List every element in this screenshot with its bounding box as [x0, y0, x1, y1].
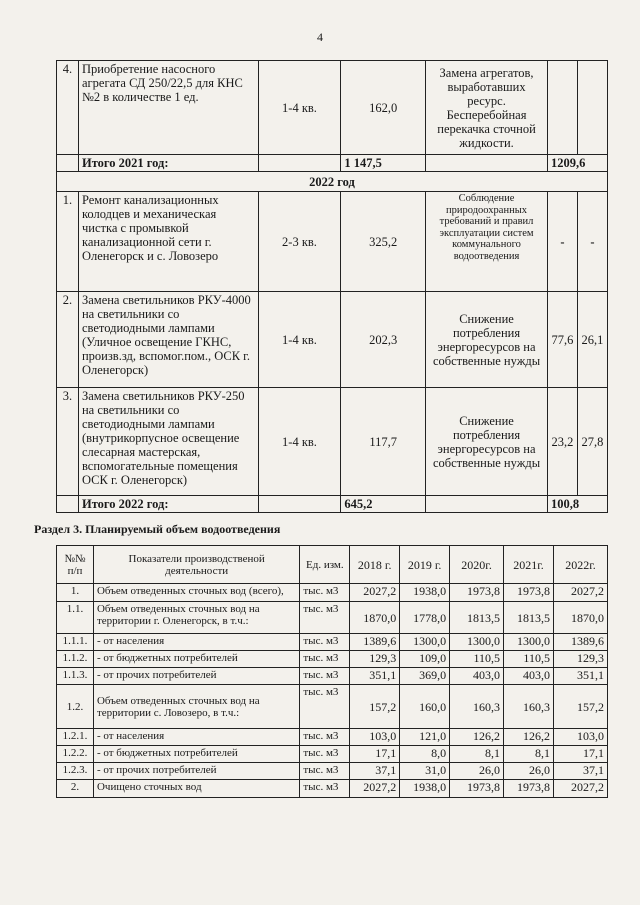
measure-cost: 325,2	[341, 192, 426, 292]
total-2022-value: 100,8	[547, 496, 607, 513]
row-value-2022: 17,1	[553, 746, 607, 763]
row-value-2021: 8,1	[504, 746, 554, 763]
row-value-2020: 1813,5	[450, 602, 504, 634]
row-unit: тыс. м3	[300, 651, 350, 668]
empty-cell	[258, 155, 341, 172]
row-value-2018: 2027,2	[350, 584, 400, 602]
table-row	[57, 746, 608, 763]
row-value-2018: 351,1	[350, 668, 400, 685]
total-row	[57, 155, 608, 172]
row-value-2019: 121,0	[400, 729, 450, 746]
row-number: 1.	[57, 192, 79, 292]
table-row	[57, 602, 608, 634]
table-row	[57, 61, 608, 155]
row-value-2018: 17,1	[350, 746, 400, 763]
row-unit: тыс. м3	[300, 584, 350, 602]
header-unit: Ед. изм.	[300, 546, 350, 584]
row-value-2019: 31,0	[400, 763, 450, 780]
header-2022: 2022г.	[553, 546, 607, 584]
row-indicator: - от прочих потребителей	[93, 763, 299, 780]
header-2020: 2020г.	[450, 546, 504, 584]
row-value-2019: 1300,0	[400, 634, 450, 651]
row-indicator: Очищено сточных вод	[93, 780, 299, 798]
row-value-2021: 26,0	[504, 763, 554, 780]
row-number: 1.1.	[57, 602, 94, 634]
row-indicator: - от населения	[93, 634, 299, 651]
total-2022-label: Итого 2022 год:	[78, 496, 258, 513]
row-value-2021: 1973,8	[504, 584, 554, 602]
total-2021-cost: 1 147,5	[341, 155, 426, 172]
row-value-2021: 110,5	[504, 651, 554, 668]
row-number: 1.2.2.	[57, 746, 94, 763]
measure-value-1: 77,6	[547, 292, 577, 388]
measure-value-1: 23,2	[547, 388, 577, 496]
row-number: 4.	[57, 61, 79, 155]
row-value-2020: 160,3	[450, 685, 504, 729]
measure-period: 2-3 кв.	[258, 192, 341, 292]
row-value-2020: 1300,0	[450, 634, 504, 651]
header-indicator: Показатели производственой деятельности	[93, 546, 299, 584]
measure-effect: Замена агрегатов, выработавших ресурс. Бесперебойная перекачка сточной жидкости.	[426, 61, 548, 155]
table-row	[57, 292, 608, 388]
measure-name: Замена светильников РКУ-4000 на светильники со светодиодными лампами (Уличное освещение ГКНС, произв.зд, вспомог.пом., ОСК г. Оленегорск)	[78, 292, 258, 388]
row-unit: тыс. м3	[300, 668, 350, 685]
row-indicator: Объем отведенных сточных вод на территории г. Оленегорск, в т.ч.:	[93, 602, 299, 634]
header-2021: 2021г.	[504, 546, 554, 584]
row-value-2020: 8,1	[450, 746, 504, 763]
row-unit: тыс. м3	[300, 763, 350, 780]
table-row	[57, 780, 608, 798]
measure-effect: Снижение потребления энергоресурсов на собственные нужды	[426, 388, 548, 496]
row-value-2022: 129,3	[553, 651, 607, 668]
row-value-2019: 109,0	[400, 651, 450, 668]
row-number: 3.	[57, 388, 79, 496]
measure-period: 1-4 кв.	[258, 61, 341, 155]
row-value-2018: 1389,6	[350, 634, 400, 651]
measure-period: 1-4 кв.	[258, 292, 341, 388]
row-value-2019: 1938,0	[400, 780, 450, 798]
row-indicator: - от прочих потребителей	[93, 668, 299, 685]
row-number: 1.2.1.	[57, 729, 94, 746]
measure-value-1: -	[547, 192, 577, 292]
total-2021-label: Итого 2021 год:	[78, 155, 258, 172]
volume-table	[56, 545, 608, 798]
row-value-2021: 1813,5	[504, 602, 554, 634]
table-row	[57, 763, 608, 780]
empty-cell	[426, 496, 548, 513]
row-value-2018: 157,2	[350, 685, 400, 729]
row-value-2020: 1973,8	[450, 584, 504, 602]
row-value-2018: 129,3	[350, 651, 400, 668]
table-row	[57, 729, 608, 746]
year-header-row	[57, 172, 608, 192]
row-unit: тыс. м3	[300, 602, 350, 634]
year-2022-heading: 2022 год	[57, 172, 608, 192]
total-2022-cost: 645,2	[341, 496, 426, 513]
total-row	[57, 496, 608, 513]
row-value-2018: 1870,0	[350, 602, 400, 634]
row-value-2020: 110,5	[450, 651, 504, 668]
row-value-2019: 160,0	[400, 685, 450, 729]
row-value-2020: 26,0	[450, 763, 504, 780]
row-unit: тыс. м3	[300, 634, 350, 651]
row-indicator: Объем отведенных сточных вод (всего),	[93, 584, 299, 602]
measure-effect: Соблюдение природоохранных требований и правил эксплуатации систем коммунального водоотведения	[426, 192, 548, 292]
row-unit: тыс. м3	[300, 780, 350, 798]
row-value-2021: 403,0	[504, 668, 554, 685]
header-2018: 2018 г.	[350, 546, 400, 584]
row-indicator: Объем отведенных сточных вод на территории с. Ловозеро, в т.ч.:	[93, 685, 299, 729]
row-value-2020: 1973,8	[450, 780, 504, 798]
table-row	[57, 668, 608, 685]
row-value-2020: 403,0	[450, 668, 504, 685]
measure-value-2: 26,1	[577, 292, 607, 388]
measure-name: Замена светильников РКУ-250 на светильники со светодиодными лампами (внутрикорпусное освещение слесарная мастерская, вспомогательные помещения ОСК г. Оленегорск)	[78, 388, 258, 496]
row-value-2021: 1973,8	[504, 780, 554, 798]
row-value-2022: 351,1	[553, 668, 607, 685]
row-value-2021: 126,2	[504, 729, 554, 746]
row-value-2019: 369,0	[400, 668, 450, 685]
row-number: 2.	[57, 780, 94, 798]
header-num: №№ п/п	[57, 546, 94, 584]
row-value-2018: 37,1	[350, 763, 400, 780]
measure-effect: Снижение потребления энергоресурсов на собственные нужды	[426, 292, 548, 388]
table-row	[57, 685, 608, 729]
table-row	[57, 192, 608, 292]
row-indicator: - от населения	[93, 729, 299, 746]
row-unit: тыс. м3	[300, 746, 350, 763]
row-value-2018: 2027,2	[350, 780, 400, 798]
row-number: 1.	[57, 584, 94, 602]
row-number: 1.1.2.	[57, 651, 94, 668]
measure-value-2: -	[577, 192, 607, 292]
row-value-2022: 1389,6	[553, 634, 607, 651]
empty-cell	[547, 61, 577, 155]
row-value-2022: 2027,2	[553, 780, 607, 798]
empty-cell	[258, 496, 341, 513]
row-value-2018: 103,0	[350, 729, 400, 746]
table-row	[57, 584, 608, 602]
empty-cell	[57, 155, 79, 172]
row-number: 1.1.1.	[57, 634, 94, 651]
table-header-row	[57, 546, 608, 584]
measure-cost: 162,0	[341, 61, 426, 155]
row-value-2021: 1300,0	[504, 634, 554, 651]
empty-cell	[577, 61, 607, 155]
total-2021-value: 1209,6	[547, 155, 607, 172]
empty-cell	[57, 496, 79, 513]
row-number: 1.2.	[57, 685, 94, 729]
row-number: 1.1.3.	[57, 668, 94, 685]
row-unit: тыс. м3	[300, 729, 350, 746]
row-number: 2.	[57, 292, 79, 388]
section-3-title: Раздел 3. Планируемый объем водоотведения	[34, 522, 281, 536]
empty-cell	[426, 155, 548, 172]
table-row	[57, 651, 608, 668]
measure-cost: 202,3	[341, 292, 426, 388]
row-indicator: - от бюджетных потребителей	[93, 746, 299, 763]
row-value-2022: 37,1	[553, 763, 607, 780]
measure-period: 1-4 кв.	[258, 388, 341, 496]
row-value-2022: 1870,0	[553, 602, 607, 634]
row-value-2022: 103,0	[553, 729, 607, 746]
header-2019: 2019 г.	[400, 546, 450, 584]
row-value-2019: 1778,0	[400, 602, 450, 634]
measure-name: Приобретение насосного агрегата СД 250/22,5 для КНС №2 в количестве 1 ед.	[78, 61, 258, 155]
measure-value-2: 27,8	[577, 388, 607, 496]
row-value-2022: 2027,2	[553, 584, 607, 602]
row-value-2019: 1938,0	[400, 584, 450, 602]
row-value-2019: 8,0	[400, 746, 450, 763]
page-number: 4	[317, 30, 323, 44]
row-value-2021: 160,3	[504, 685, 554, 729]
measures-table	[56, 60, 608, 513]
row-number: 1.2.3.	[57, 763, 94, 780]
row-value-2020: 126,2	[450, 729, 504, 746]
row-unit: тыс. м3	[300, 685, 350, 729]
measure-name: Ремонт канализационных колодцев и механическая чистка с промывкой канализационной сети г. Оленегорск и с. Ловозеро	[78, 192, 258, 292]
table-row	[57, 634, 608, 651]
row-value-2022: 157,2	[553, 685, 607, 729]
row-indicator: - от бюджетных потребителей	[93, 651, 299, 668]
table-row	[57, 388, 608, 496]
measure-cost: 117,7	[341, 388, 426, 496]
